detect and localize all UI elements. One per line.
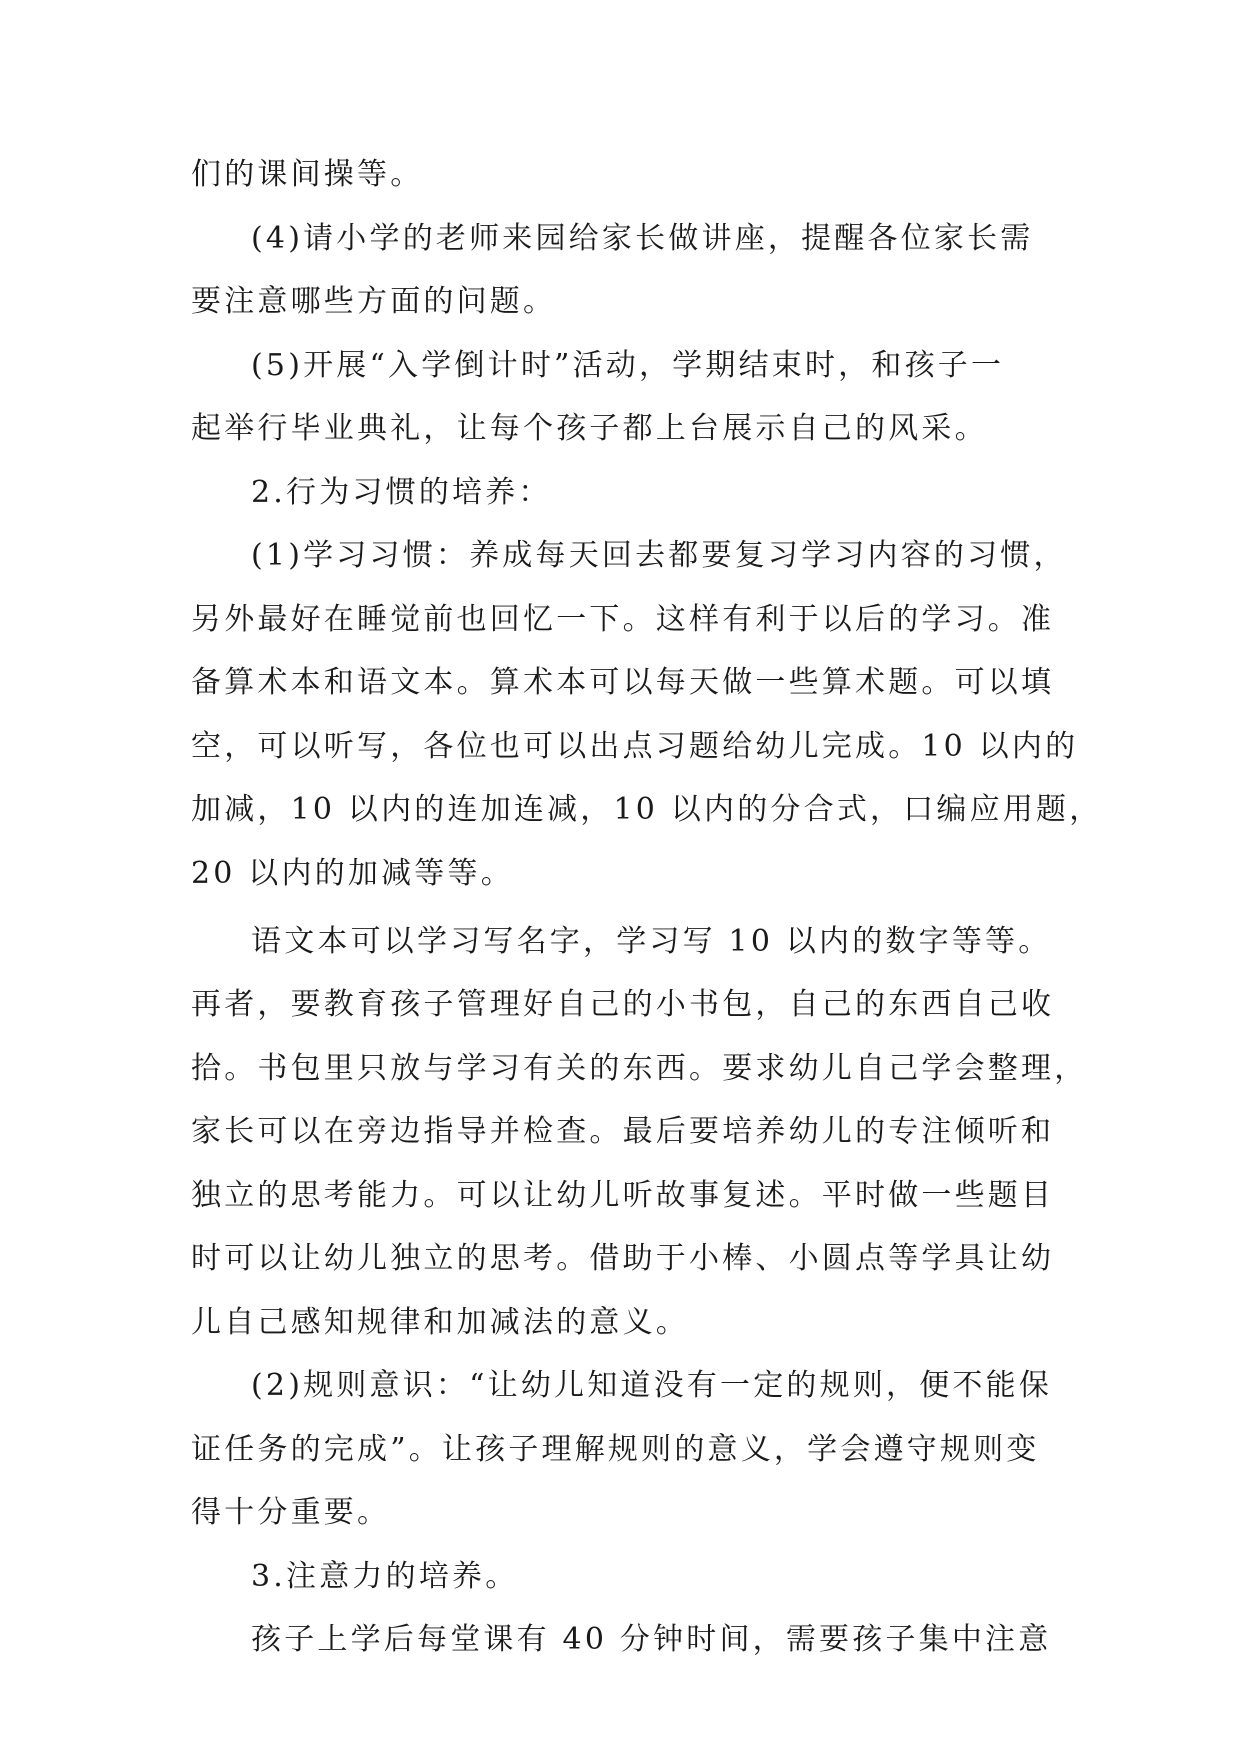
text-line: 独立的思考能力。可以让幼儿听故事复述。平时做一些题目 (191, 1178, 1055, 1213)
text-line: 们的课间操等。 (191, 157, 424, 192)
text-line: 空，可以听写，各位也可以出点习题给幼儿完成。10 以内的 (191, 729, 1079, 764)
text-line: 要注意哪些方面的问题。 (191, 284, 557, 319)
text-line: (2)规则意识：“让幼儿知道没有一定的规则，便不能保 (251, 1368, 1053, 1403)
text-line: 语文本可以学习写名字，学习写 10 以内的数字等等。 (251, 924, 1052, 959)
text-line: 再者，要教育孩子管理好自己的小书包，自己的东西自己收 (191, 987, 1055, 1022)
text-line: 儿自己感知规律和加减法的意义。 (191, 1305, 689, 1340)
text-line: 备算术本和语文本。算术本可以每天做一些算术题。可以填 (191, 665, 1055, 700)
text-line: (5)开展“入学倒计时”活动，学期结束时，和孩子一 (251, 348, 1005, 383)
text-line: (1)学习习惯：养成每天回去都要复习学习内容的习惯， (251, 538, 1067, 573)
text-line: 加减，10 以内的连加连减，10 以内的分合式，口编应用题， (191, 792, 1103, 827)
text-line: 3.注意力的培养。 (251, 1559, 519, 1594)
text-line: 证任务的完成”。让孩子理解规则的意义，学会遵守规则变 (191, 1432, 1040, 1467)
text-line: 拾。书包里只放与学习有关的东西。要求幼儿自己学会整理， (191, 1051, 1088, 1086)
text-line: 2.行为习惯的培养： (251, 475, 552, 510)
text-line: 孩子上学后每堂课有 40 分钟时间，需要孩子集中注意 (251, 1622, 1052, 1657)
text-line: 另外最好在睡觉前也回忆一下。这样有利于以后的学习。准 (191, 602, 1055, 637)
text-line: 得十分重要。 (191, 1495, 391, 1530)
text-line: 起举行毕业典礼，让每个孩子都上台展示自己的风采。 (191, 411, 988, 446)
text-line: (4)请小学的老师来园给家长做讲座，提醒各位家长需 (251, 221, 1034, 256)
text-line: 家长可以在旁边指导并检查。最后要培养幼儿的专注倾听和 (191, 1114, 1055, 1149)
text-line: 20 以内的加减等等。 (191, 856, 514, 891)
text-line: 时可以让幼儿独立的思考。借助于小棒、小圆点等学具让幼 (191, 1241, 1055, 1276)
